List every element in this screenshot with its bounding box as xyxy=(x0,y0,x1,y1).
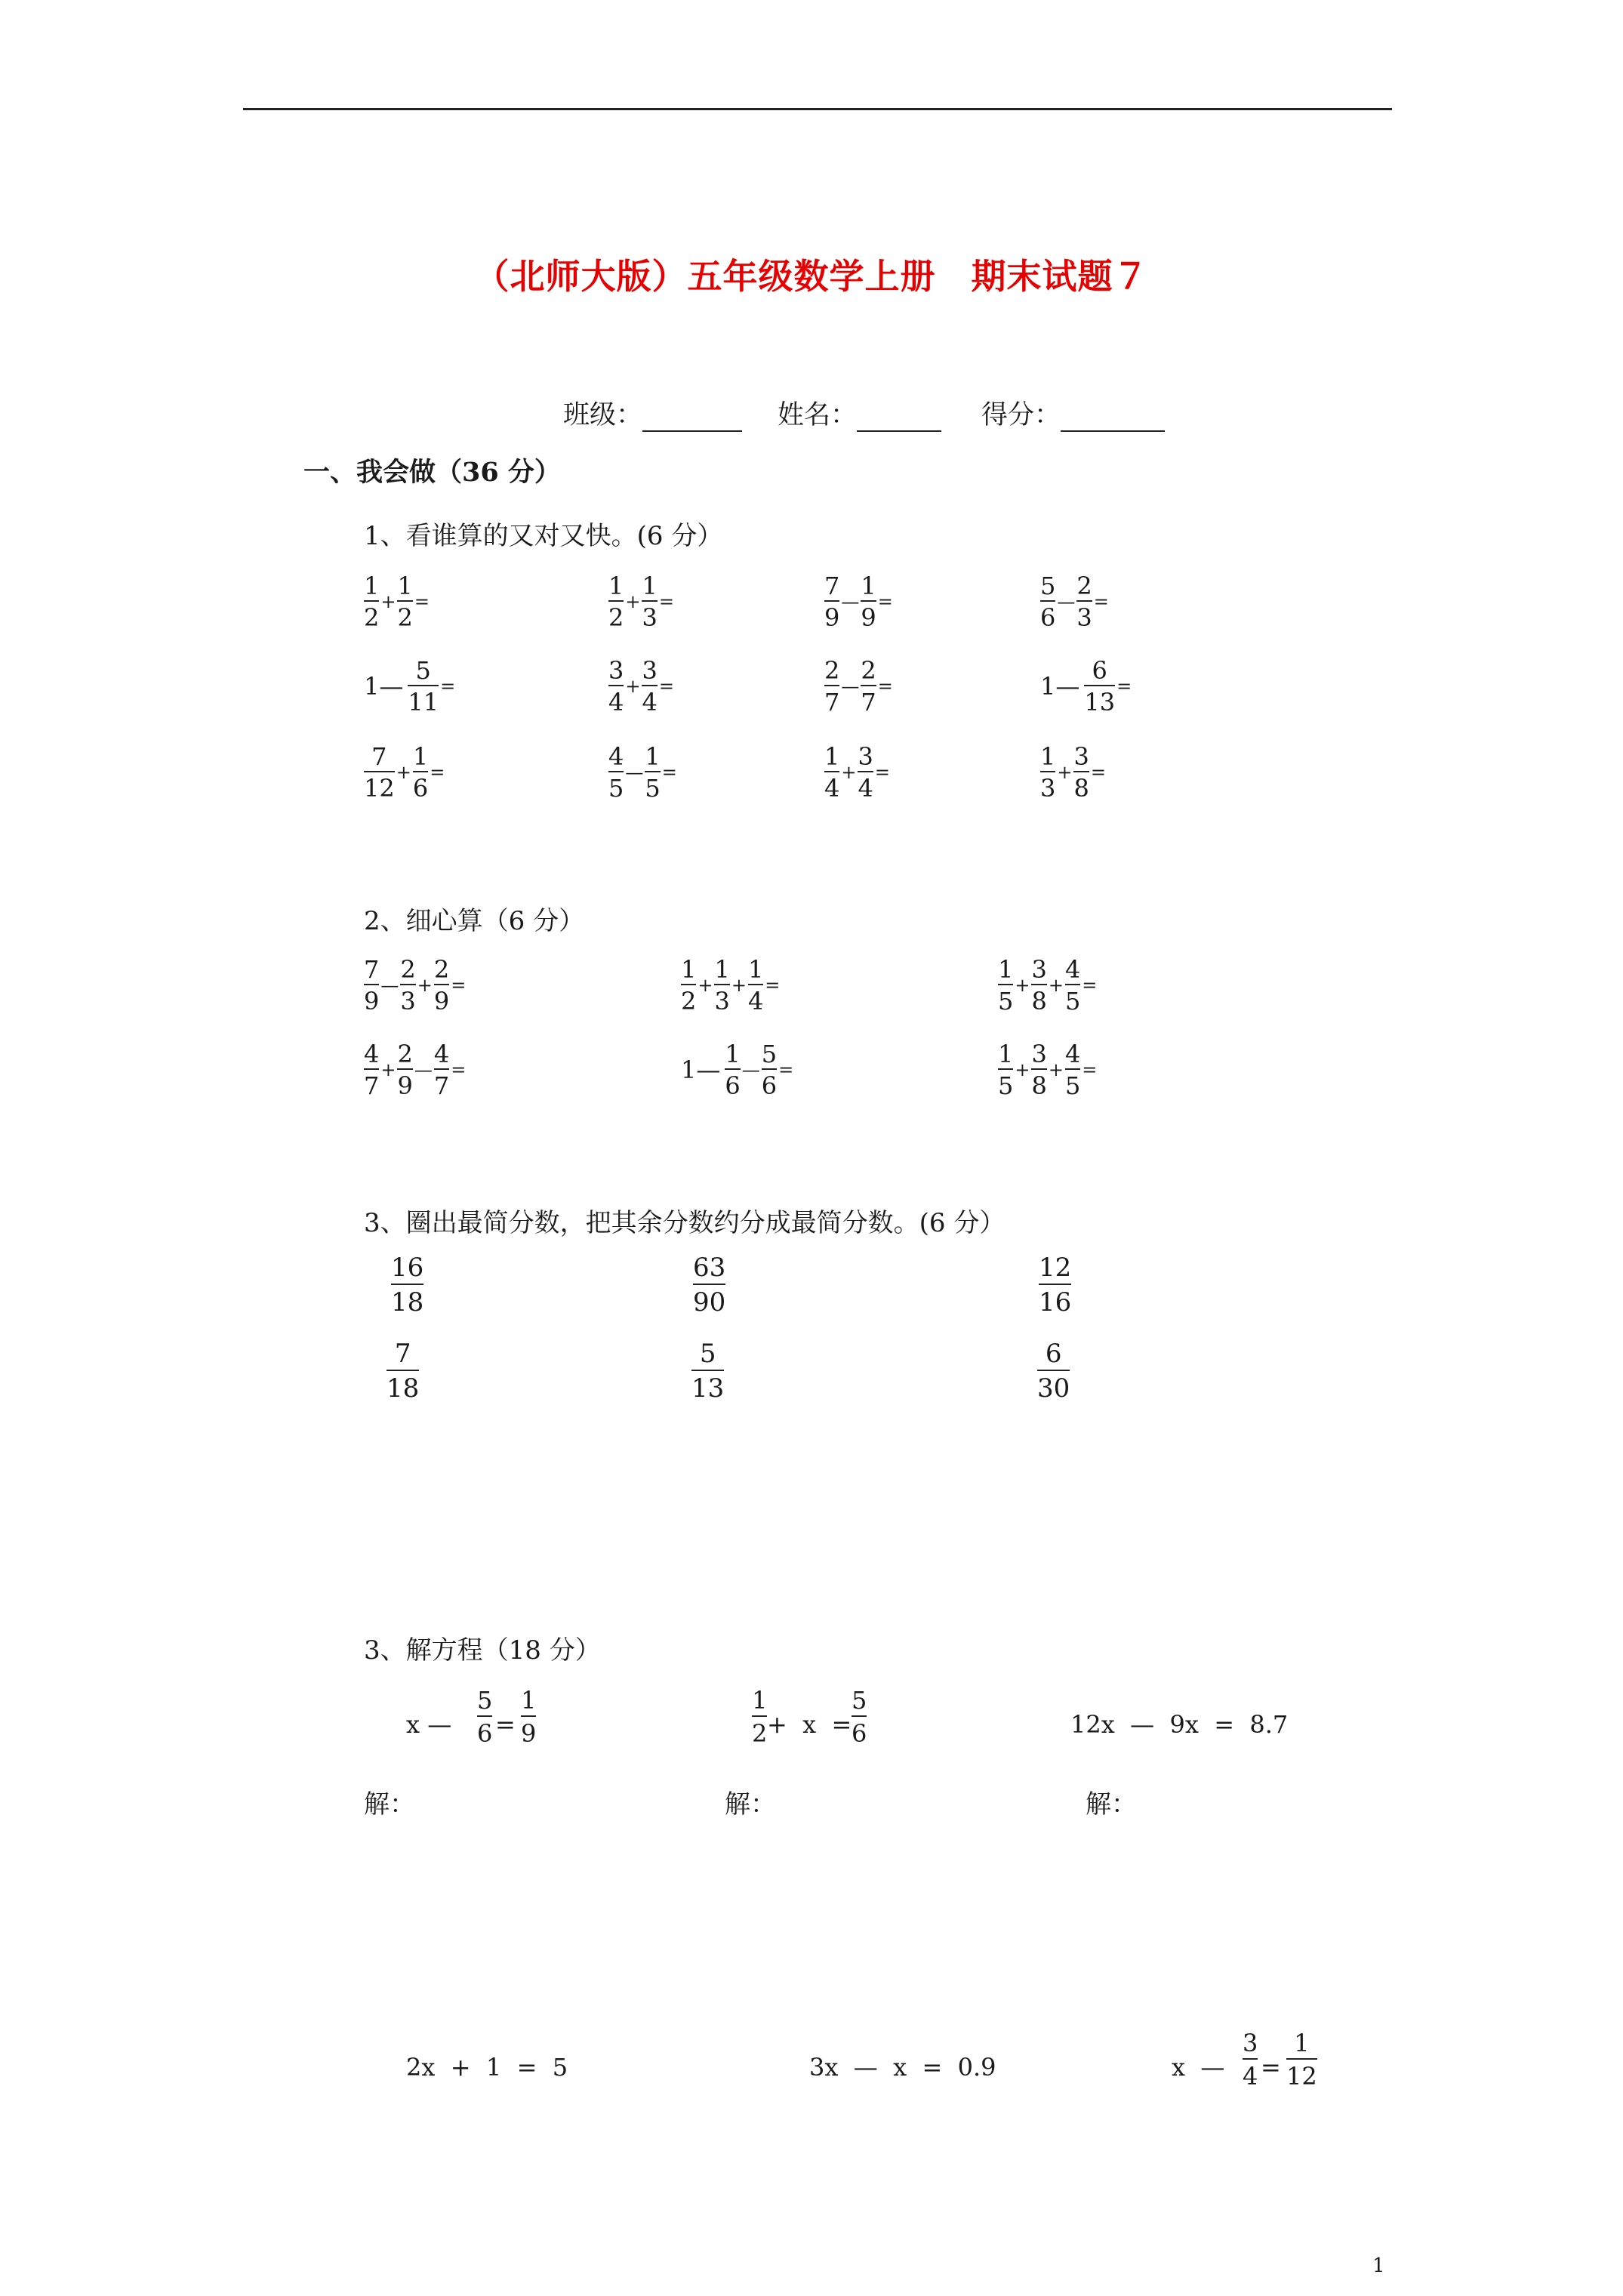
numerator: 3 xyxy=(858,742,873,771)
denominator: 11 xyxy=(408,688,439,717)
numerator: 6 xyxy=(1045,1339,1062,1369)
operator: — xyxy=(1057,591,1076,612)
fraction xyxy=(1031,957,1046,1013)
equals-sign: = xyxy=(661,762,677,783)
equals-sign: = xyxy=(778,1059,794,1080)
expression xyxy=(1040,656,1132,717)
expression xyxy=(364,742,445,803)
header-rule xyxy=(243,108,1392,110)
operator: + xyxy=(698,975,713,996)
expression xyxy=(681,957,780,1013)
numerator: 5 xyxy=(699,1339,716,1369)
denominator: 7 xyxy=(861,688,876,717)
expression xyxy=(681,1042,793,1098)
fraction xyxy=(858,742,873,803)
expression-lead: 1— xyxy=(681,1056,721,1084)
denominator: 90 xyxy=(693,1287,726,1318)
denominator: 6 xyxy=(725,1071,741,1100)
eq3: 12x — 9x = 8.7 xyxy=(1070,1710,1289,1739)
eq1-fraction-2: 1 9 xyxy=(521,1686,537,1748)
denominator: 2 xyxy=(681,987,697,1015)
numerator: 4 xyxy=(608,742,624,771)
numerator: 1 xyxy=(608,572,624,600)
denominator: 18 xyxy=(391,1287,424,1318)
equals-sign: = xyxy=(765,975,781,996)
denominator: 5 xyxy=(608,774,624,803)
numerator: 4 xyxy=(364,1040,380,1068)
fraction xyxy=(824,742,840,803)
q3-heading: 3、圈出最简分数，把其余分数约分成最简分数。(6 分） xyxy=(364,1208,1006,1238)
numerator: 1 xyxy=(861,572,876,600)
eq1-lhs: x — xyxy=(406,1710,452,1739)
denominator: 9 xyxy=(364,987,380,1015)
operator: + xyxy=(396,762,411,783)
fraction xyxy=(608,656,624,717)
numerator: 1 xyxy=(412,742,429,771)
denominator: 4 xyxy=(747,987,764,1015)
fraction xyxy=(364,742,395,803)
operator: + xyxy=(1048,1059,1064,1080)
operator: + xyxy=(1015,1059,1030,1080)
fraction xyxy=(725,1042,740,1098)
class-field xyxy=(563,394,742,432)
operator: — xyxy=(414,1059,433,1080)
expression-lead: 1— xyxy=(1040,672,1080,701)
fraction xyxy=(762,1042,777,1098)
numerator: 3 xyxy=(1073,742,1089,771)
operator: + xyxy=(380,1059,396,1080)
expression xyxy=(1040,742,1106,803)
expression xyxy=(998,1042,1097,1098)
denominator: 5 xyxy=(1064,987,1081,1015)
fraction xyxy=(1040,574,1055,630)
equals-sign: = xyxy=(877,676,893,697)
equals-sign: = xyxy=(658,591,674,612)
operator: — xyxy=(841,591,860,612)
denominator: 9 xyxy=(861,603,876,632)
denominator: 2 xyxy=(608,603,624,632)
operator: + xyxy=(1015,975,1030,996)
section-1-heading: 一、我会做（36 分） xyxy=(303,457,561,488)
operator: — xyxy=(380,975,399,996)
operator: + xyxy=(380,591,396,612)
class-blank[interactable] xyxy=(642,403,742,432)
eq2-fraction-1: 1 2 xyxy=(752,1686,768,1748)
operator: + xyxy=(417,975,433,996)
numerator: 1 xyxy=(1040,742,1056,771)
denominator: 6 xyxy=(412,774,429,803)
score-label: 得分： xyxy=(981,400,1061,430)
denominator: 3 xyxy=(642,603,658,632)
expression xyxy=(824,656,893,717)
denominator: 7 xyxy=(364,1071,380,1100)
operator: + xyxy=(625,591,641,612)
denominator: 3 xyxy=(714,987,730,1015)
q4-heading: 3、解方程（18 分） xyxy=(364,1635,601,1666)
denominator: 2 xyxy=(364,603,380,632)
denominator: 5 xyxy=(1064,1071,1081,1100)
numerator: 7 xyxy=(394,1339,411,1369)
fraction xyxy=(408,656,439,717)
numerator: 16 xyxy=(391,1253,424,1283)
denominator: 3 xyxy=(1040,774,1056,803)
equals-sign: = xyxy=(1082,975,1098,996)
name-label: 姓名： xyxy=(778,400,858,430)
expression xyxy=(608,742,677,803)
numerator: 1 xyxy=(824,742,840,771)
expression xyxy=(824,742,890,803)
solve-label-1: 解： xyxy=(364,1789,415,1820)
equals-sign: = xyxy=(451,975,467,996)
equals-sign: = xyxy=(414,591,430,612)
eq2-middle: + x = xyxy=(767,1710,852,1739)
fraction xyxy=(642,574,657,630)
equals-sign: = xyxy=(1082,1059,1098,1080)
name-field xyxy=(778,394,941,432)
numerator: 2 xyxy=(824,656,840,685)
fraction[interactable] xyxy=(391,1253,424,1318)
operator: — xyxy=(841,676,860,697)
fraction xyxy=(400,957,415,1013)
expression xyxy=(608,574,674,630)
fraction xyxy=(1031,1042,1046,1098)
equals-sign: = xyxy=(451,1059,467,1080)
eq5: 3x — x = 0.9 xyxy=(809,2053,996,2082)
numerator: 7 xyxy=(371,742,387,771)
fraction xyxy=(608,574,624,630)
equals-sign: = xyxy=(877,591,893,612)
denominator: 4 xyxy=(824,774,840,803)
numerator: 4 xyxy=(1064,955,1081,984)
fraction xyxy=(681,957,696,1013)
fraction xyxy=(861,574,876,630)
numerator: 3 xyxy=(642,656,658,685)
denominator: 5 xyxy=(998,987,1014,1015)
denominator: 6 xyxy=(761,1071,778,1100)
denominator: 8 xyxy=(1031,987,1047,1015)
fraction xyxy=(714,957,729,1013)
equals-sign: = xyxy=(1093,591,1109,612)
numerator: 2 xyxy=(397,1040,413,1068)
expression xyxy=(364,574,430,630)
denominator: 6 xyxy=(1040,603,1056,632)
expression xyxy=(364,1042,466,1098)
operator: + xyxy=(1057,762,1073,783)
numerator: 3 xyxy=(1031,955,1047,984)
expression xyxy=(608,656,674,717)
fraction xyxy=(434,957,449,1013)
numerator: 1 xyxy=(747,955,764,984)
fraction xyxy=(748,957,763,1013)
operator: — xyxy=(625,762,644,783)
fraction xyxy=(364,574,379,630)
equals-sign: = xyxy=(1116,676,1132,697)
numerator: 2 xyxy=(400,955,416,984)
expression xyxy=(364,656,456,717)
numerator: 1 xyxy=(714,955,730,984)
fraction[interactable] xyxy=(1039,1253,1072,1318)
fraction xyxy=(608,742,624,803)
solve-label-2: 解： xyxy=(725,1789,776,1820)
fraction xyxy=(1084,656,1116,717)
fraction[interactable] xyxy=(691,1339,725,1404)
eq6-lhs: x — xyxy=(1172,2053,1225,2082)
fraction xyxy=(397,1042,412,1098)
expression-lead: 1— xyxy=(364,672,404,701)
denominator: 8 xyxy=(1031,1071,1047,1100)
numerator: 1 xyxy=(681,955,697,984)
numerator: 5 xyxy=(761,1040,778,1068)
numerator: 63 xyxy=(693,1253,726,1283)
eq6-fraction-2: 1 12 xyxy=(1286,2029,1317,2091)
eq4: 2x + 1 = 5 xyxy=(406,2053,568,2082)
denominator: 13 xyxy=(1084,688,1116,717)
operator: + xyxy=(1048,975,1064,996)
fraction xyxy=(397,574,412,630)
equals-sign: = xyxy=(658,676,674,697)
fraction xyxy=(1040,742,1056,803)
equals-sign: = xyxy=(440,676,456,697)
denominator: 4 xyxy=(608,688,624,717)
eq1-fraction-1: 5 6 xyxy=(477,1686,493,1748)
denominator: 7 xyxy=(433,1071,450,1100)
numerator: 2 xyxy=(1076,572,1092,600)
numerator: 12 xyxy=(1039,1253,1072,1283)
equals-sign: = xyxy=(1090,762,1106,783)
score-field xyxy=(981,394,1165,432)
denominator: 9 xyxy=(397,1071,413,1100)
numerator: 1 xyxy=(364,572,380,600)
denominator: 7 xyxy=(824,688,840,717)
numerator: 5 xyxy=(1040,572,1056,600)
denominator: 2 xyxy=(397,603,413,632)
fraction[interactable] xyxy=(693,1253,726,1318)
numerator: 1 xyxy=(642,572,658,600)
fraction xyxy=(645,742,661,803)
denominator: 13 xyxy=(691,1373,725,1404)
name-blank[interactable] xyxy=(857,403,941,432)
numerator: 1 xyxy=(645,742,661,771)
denominator: 16 xyxy=(1039,1287,1072,1318)
expression xyxy=(998,957,1097,1013)
operator: + xyxy=(625,676,641,697)
fraction xyxy=(1065,1042,1080,1098)
numerator: 1 xyxy=(998,1040,1014,1068)
solve-label-3: 解： xyxy=(1086,1789,1137,1820)
eq1-equals: = xyxy=(495,1710,516,1739)
expression xyxy=(1040,574,1109,630)
eq6-equals: = xyxy=(1261,2053,1281,2082)
denominator: 9 xyxy=(433,987,450,1015)
numerator: 7 xyxy=(364,955,380,984)
fraction xyxy=(642,656,658,717)
denominator: 8 xyxy=(1073,774,1089,803)
numerator: 4 xyxy=(1064,1040,1081,1068)
numerator: 1 xyxy=(998,955,1014,984)
numerator: 2 xyxy=(433,955,450,984)
eq6-fraction-1: 3 4 xyxy=(1243,2029,1258,2091)
numerator: 6 xyxy=(1092,656,1107,685)
denominator: 9 xyxy=(824,603,840,632)
page-title: （北师大版）五年级数学上册 期末试题７ xyxy=(474,256,1149,297)
q2-heading: 2、细心算（6 分） xyxy=(364,906,585,936)
fraction xyxy=(1065,957,1080,1013)
numerator: 2 xyxy=(861,656,876,685)
fraction[interactable] xyxy=(387,1339,420,1404)
operator: + xyxy=(731,975,747,996)
operator: + xyxy=(841,762,857,783)
numerator: 1 xyxy=(725,1040,741,1068)
q1-heading: 1、看谁算的又对又快。(6 分） xyxy=(364,521,723,551)
score-blank[interactable] xyxy=(1061,403,1165,432)
denominator: 12 xyxy=(364,774,395,803)
equals-sign: = xyxy=(874,762,890,783)
denominator: 18 xyxy=(387,1373,420,1404)
denominator: 4 xyxy=(642,688,658,717)
fraction xyxy=(824,656,840,717)
fraction xyxy=(364,957,379,1013)
fraction xyxy=(998,957,1013,1013)
expression xyxy=(364,957,466,1013)
operator: — xyxy=(741,1059,760,1080)
fraction xyxy=(1073,742,1089,803)
denominator: 3 xyxy=(1076,603,1092,632)
numerator: 1 xyxy=(397,572,413,600)
fraction xyxy=(412,742,429,803)
expression xyxy=(824,574,893,630)
equals-sign: = xyxy=(430,762,445,783)
denominator: 3 xyxy=(400,987,416,1015)
numerator: 5 xyxy=(415,656,431,685)
numerator: 3 xyxy=(608,656,624,685)
denominator: 30 xyxy=(1037,1373,1070,1404)
fraction xyxy=(1076,574,1092,630)
class-label: 班级： xyxy=(563,400,643,430)
page-number: 1 xyxy=(1372,2254,1385,2277)
denominator: 4 xyxy=(858,774,873,803)
fraction xyxy=(434,1042,449,1098)
denominator: 5 xyxy=(645,774,661,803)
fraction xyxy=(861,656,876,717)
numerator: 7 xyxy=(824,572,840,600)
fraction xyxy=(364,1042,379,1098)
denominator: 5 xyxy=(998,1071,1014,1100)
fraction[interactable] xyxy=(1037,1339,1070,1404)
eq2-fraction-2: 5 6 xyxy=(852,1686,867,1748)
numerator: 4 xyxy=(433,1040,450,1068)
fraction xyxy=(998,1042,1013,1098)
numerator: 3 xyxy=(1031,1040,1047,1068)
fraction xyxy=(824,574,839,630)
